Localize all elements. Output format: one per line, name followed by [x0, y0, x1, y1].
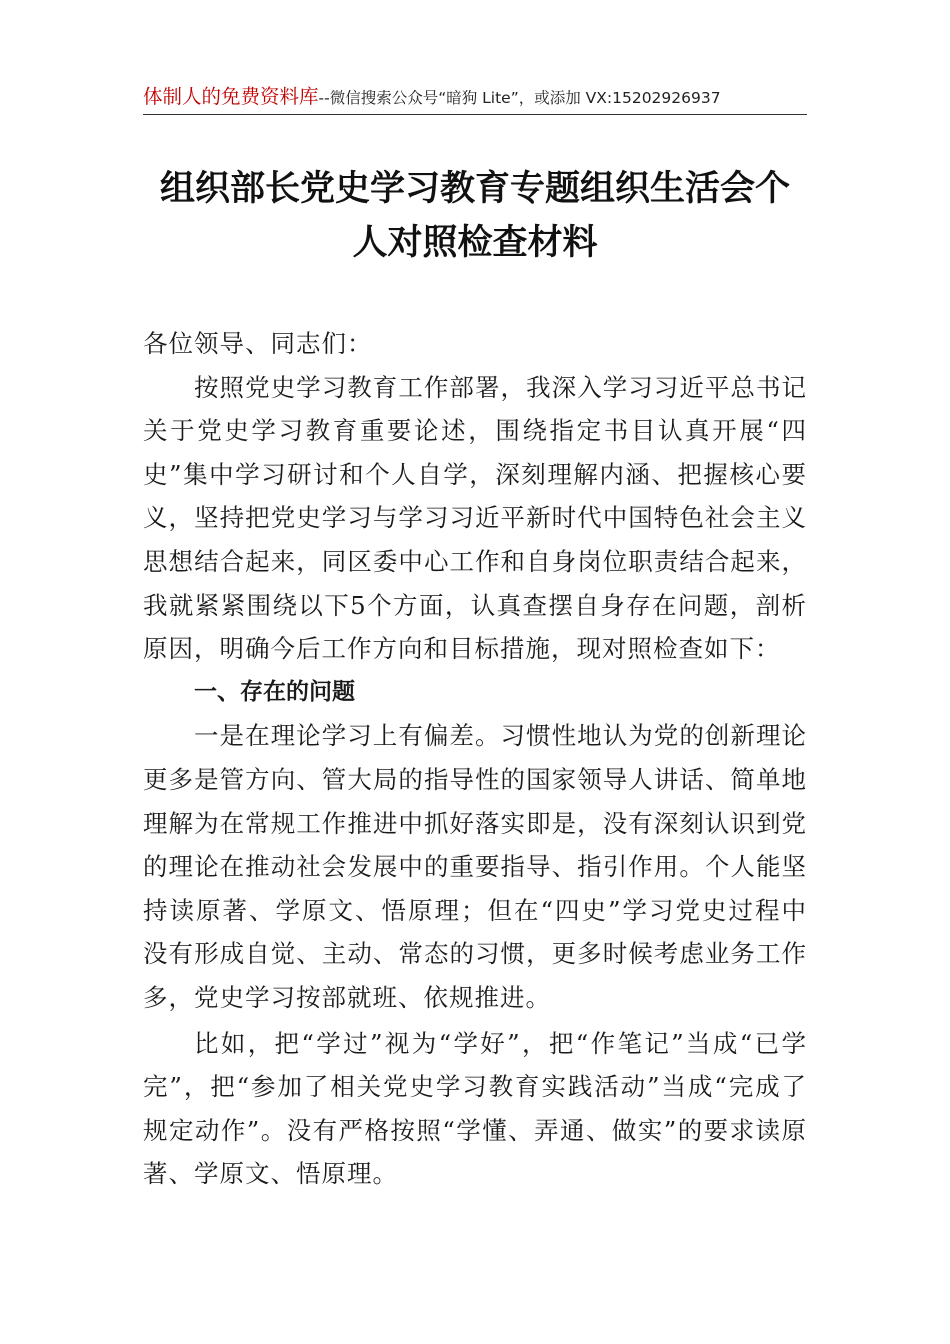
header-subtitle: --微信搜索公众号“暗狗 Lite”，或添加 VX:15202926937 [318, 89, 721, 107]
paragraph-1: 一是在理论学习上有偏差。习惯性地认为党的创新理论更多是管方向、管大局的指导性的国家领导人讲话、简单地理解为在常规工作推进中抓好落实即是，没有深刻认识到党的理论在推动社会发展中的重要指导、指引作用。个人能坚持读原著、学原文、悟原理；但在“四史”学习党史过程中没有形成自觉、主动、常态的习惯，更多时候考虑业务工作多，党史学习按部就班、依规推进。 [143, 721, 807, 1012]
document-body [143, 322, 807, 1196]
paragraph-2: 比如，把“学过”视为“学好”，把“作笔记”当成“已学完”，把“参加了相关党史学习教育实践活动”当成“完成了规定动作”。没有严格按照“学懂、弄通、做实”的要求读原著、学原文、悟原理。 [143, 1028, 807, 1189]
salutation: 各位领导、同志们： [143, 329, 373, 358]
document-title: 组织部长党史学习教育专题组织生活会个人对照检查材料 [159, 168, 790, 263]
intro-paragraph: 按照党史学习教育工作部署，我深入学习习近平总书记关于党史学习教育重要论述，围绕指定书目认真开展“四史”集中学习研讨和个人自学，深刻理解内涵、把握核心要义，坚持把党史学习与学习习近平新时代中国特色社会主义思想结合起来，同区委中心工作和自身岗位职责结合起来，我就紧紧围绕以下5个方面，认真查摆自身存在问题，剖析原因，明确今后工作方向和目标措施，现对照检查如下： [143, 372, 807, 664]
section-heading: 一、存在的问题 [194, 678, 355, 705]
page-header [143, 84, 807, 115]
header-brand: 体制人的免费资料库 [143, 85, 319, 108]
